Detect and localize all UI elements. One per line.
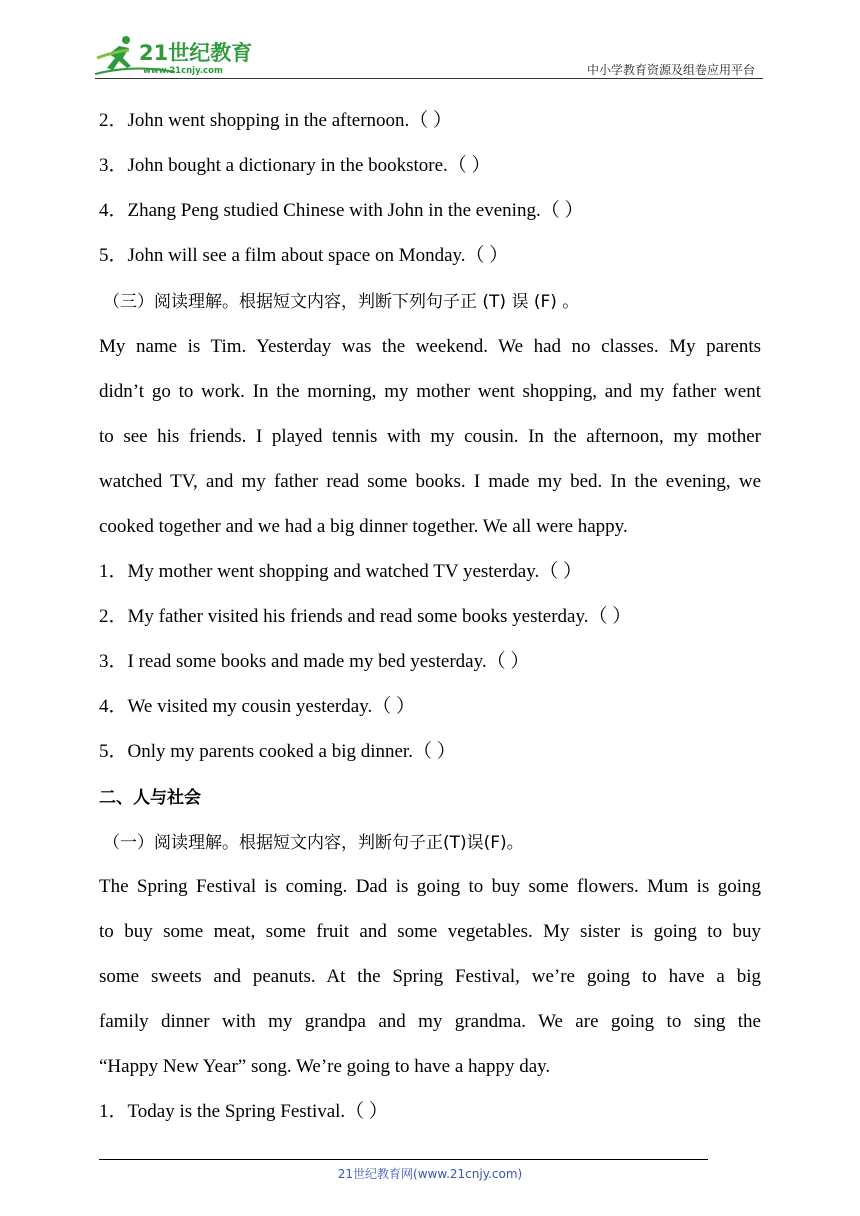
passage-line: didn’t go to work. In the morning, my mother went shopping, and my father went [99, 381, 761, 402]
passage-line: “Happy New Year” song. We’re going to have a happy day. [99, 1056, 551, 1077]
question-item: 4．We visited my cousin yesterday.（ ） [99, 696, 415, 717]
question-item: 1．My mother went shopping and watched TV yesterday.（ ） [99, 561, 583, 582]
question-item: 2．John went shopping in the afternoon.（ ） [99, 110, 453, 131]
question-item: 3．I read some books and made my bed yesterday.（ ） [99, 651, 530, 672]
logo-text: 21世纪教育 [139, 41, 253, 65]
question-item: 1．Today is the Spring Festival.（ ） [99, 1101, 388, 1122]
passage-line: The Spring Festival is coming. Dad is going to buy some flowers. Mum is going [99, 876, 761, 897]
passage-line: My name is Tim. Yesterday was the weekend. We had no classes. My parents [99, 336, 761, 357]
passage-line: to buy some meat, some fruit and some vegetables. My sister is going to buy [99, 921, 761, 942]
question-item: 2．My father visited his friends and read some books yesterday.（ ） [99, 606, 632, 627]
footer-divider [99, 1159, 708, 1160]
header-divider [95, 78, 763, 79]
section-heading: （三）阅读理解。根据短文内容，判断下列句子正 (T) 误 (F) 。 [103, 292, 580, 312]
passage-line: cooked together and we had a big dinner together. We all were happy. [99, 516, 628, 537]
passage-line: watched TV, and my father read some books. I made my bed. In the evening, we [99, 471, 761, 492]
question-item: 5．John will see a film about space on Monday.（ ） [99, 245, 509, 266]
passage-line: some sweets and peanuts. At the Spring Festival, we’re going to have a big [99, 966, 761, 987]
passage-line: to see his friends. I played tennis with my cousin. In the afternoon, my mother [99, 426, 761, 447]
passage-line: family dinner with my grandpa and my grandma. We are going to sing the [99, 1011, 761, 1032]
question-item: 5．Only my parents cooked a big dinner.（ ） [99, 741, 456, 762]
footer-text: 21世纪教育网(www.21cnjy.com) [337, 1167, 523, 1181]
question-item: 4．Zhang Peng studied Chinese with John in the evening.（ ） [99, 200, 584, 221]
section-heading: （一）阅读理解。根据短文内容，判断句子正(T)误(F)。 [103, 833, 524, 853]
header-tagline: 中小学教育资源及组卷应用平台 [586, 63, 755, 77]
site-logo [95, 34, 265, 76]
page-header [95, 30, 763, 80]
section-title: 二、人与社会 [99, 788, 201, 808]
logo-url: www.21cnjy.com [143, 66, 223, 76]
question-item: 3．John bought a dictionary in the bookstore.（ ） [99, 155, 491, 176]
